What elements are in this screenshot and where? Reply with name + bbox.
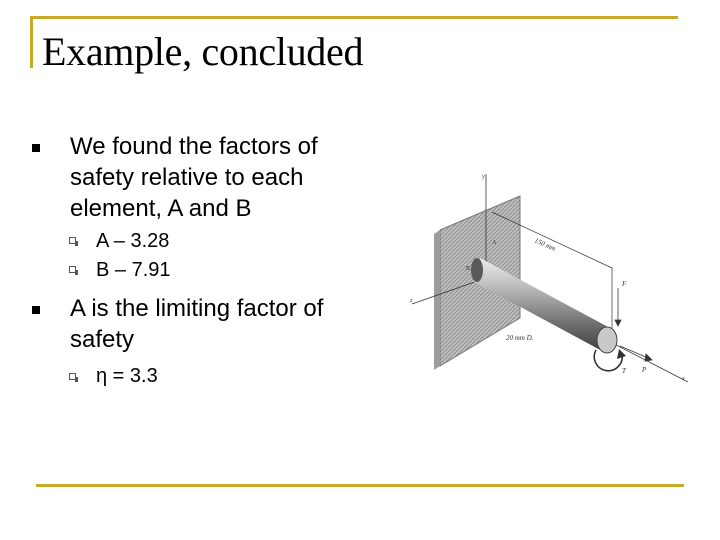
torque-t-label: T xyxy=(622,367,626,375)
torque-arrowhead xyxy=(617,349,626,359)
bullet-marker xyxy=(32,144,40,152)
force-p-label: P xyxy=(642,366,647,374)
point-a-label: A xyxy=(492,240,497,246)
frame-left-rule xyxy=(30,16,33,68)
point-b-label: B xyxy=(466,266,471,272)
axis-z-label: z xyxy=(410,298,413,304)
frame-top-rule xyxy=(30,16,678,19)
axis-x-label: x xyxy=(682,376,685,382)
frame-bottom-rule xyxy=(36,484,684,487)
shaft-figure xyxy=(408,168,690,386)
axis-y-label: y xyxy=(482,174,485,180)
diameter-label: 20 mm D. xyxy=(506,334,534,342)
bullet-marker xyxy=(32,306,40,314)
slide-title: Example, concluded xyxy=(42,29,364,74)
sub-bullet-text: A – 3.28 xyxy=(96,230,170,252)
bullet-text: A is the limiting factor of safety xyxy=(70,295,324,353)
bullet-text: We found the factors of safety relative to each element, A and B xyxy=(70,133,318,222)
length-label: 150 mm xyxy=(533,236,557,253)
force-f-label: F xyxy=(622,280,627,288)
sub-bullet-marker xyxy=(69,237,76,244)
sub-bullet-marker xyxy=(69,373,76,380)
sub-bullet-marker xyxy=(69,266,76,273)
sub-bullet-text: B – 7.91 xyxy=(96,259,171,281)
force-p-arrow xyxy=(620,346,652,361)
force-f-arrow xyxy=(615,288,621,326)
sub-bullet-text: η = 3.3 xyxy=(96,365,158,387)
